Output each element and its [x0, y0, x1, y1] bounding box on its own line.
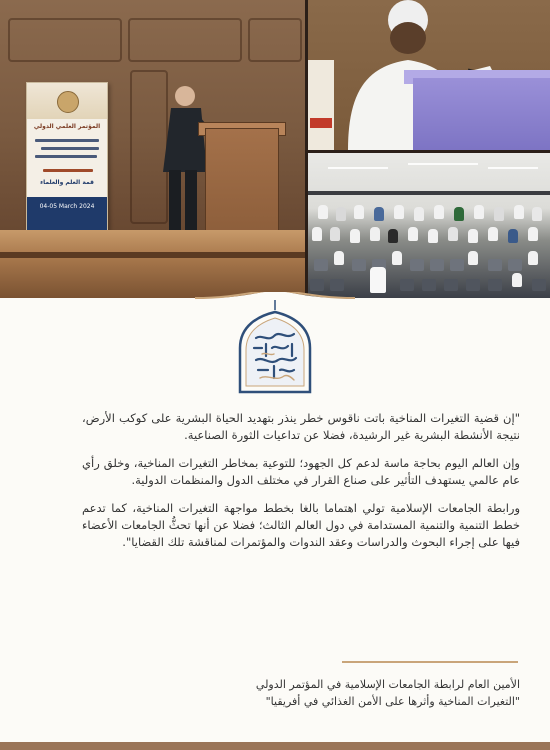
gold-divider: [342, 661, 518, 663]
ceiling-light: [488, 167, 538, 169]
attribution-line-1: الأمين العام لرابطة الجامعات الإسلامية في المؤتمر الدولي: [255, 678, 520, 691]
banner-footer: [27, 197, 107, 231]
robed-speaker-photo: [308, 0, 550, 150]
banner-text-line: [35, 155, 97, 158]
speaker-at-podium-photo: [0, 0, 305, 298]
ceiling-light: [328, 167, 388, 169]
attribution: [82, 676, 520, 710]
wall-panel: [8, 18, 122, 62]
hall-rail: [308, 191, 550, 195]
banner-subtitle: قمة العلم والعلماء: [40, 179, 94, 186]
wall-panel: [128, 18, 242, 62]
footer-band: [0, 742, 550, 750]
photo-collage: [0, 0, 550, 298]
university-league-logo-icon: [232, 298, 318, 398]
conference-banner: [26, 82, 108, 232]
seal-icon: [57, 91, 79, 113]
audience-hall-photo: [308, 153, 550, 298]
banner-text-line: [41, 147, 99, 150]
quote-text: [82, 410, 520, 562]
quote-paragraph-1: "إن قضية التغيرات المناخية باتت ناقوس خطر ينذر بتهديد الحياة البشرية على كوكب الأرض، نتيجة الأنشطة البشرية غير الرشيدة، فضلا عن تداعيات الثورة الصناعية.: [82, 411, 520, 443]
stage-edge: [0, 252, 305, 258]
attribution-line-2: "التغيرات المناخية وأثرها على الأمن الغذائي في أفريقيا": [265, 695, 520, 708]
banner-date: 04-05 March 2024: [39, 203, 95, 210]
ceiling-light: [408, 163, 478, 165]
banner-title: المؤتمر العلمي الدولي: [33, 123, 101, 130]
quote-paragraph-2: وإن العالم اليوم بحاجة ماسة لدعم كل الجهود؛ للتوعية بمخاطر التغيرات المناخية، وخلق رأي عام عالمي يستهدف التأثير على صناع القرار في مختلف الدول والمنظمات الدولية.: [82, 455, 520, 488]
quote-paragraph-3: ورابطة الجامعات الإسلامية تولي اهتماما بالغا بخطط مواجهة التغيرات المناخية، كما تدعم خطط التنمية والتنمية المستدامة في دول العالم الثالث؛ فضلا عن أنها تحثُّ الجامعات الأعضاء فيها على إجراء البحوث والدراسات وعقد الندوات والمؤتمرات لمناقشة تلك القضايا".: [82, 500, 520, 550]
wall-panel: [248, 18, 302, 62]
banner-text-line: [43, 169, 93, 172]
lectern: [413, 78, 550, 150]
stage-floor: [0, 230, 305, 298]
banner-text-line: [35, 139, 99, 142]
